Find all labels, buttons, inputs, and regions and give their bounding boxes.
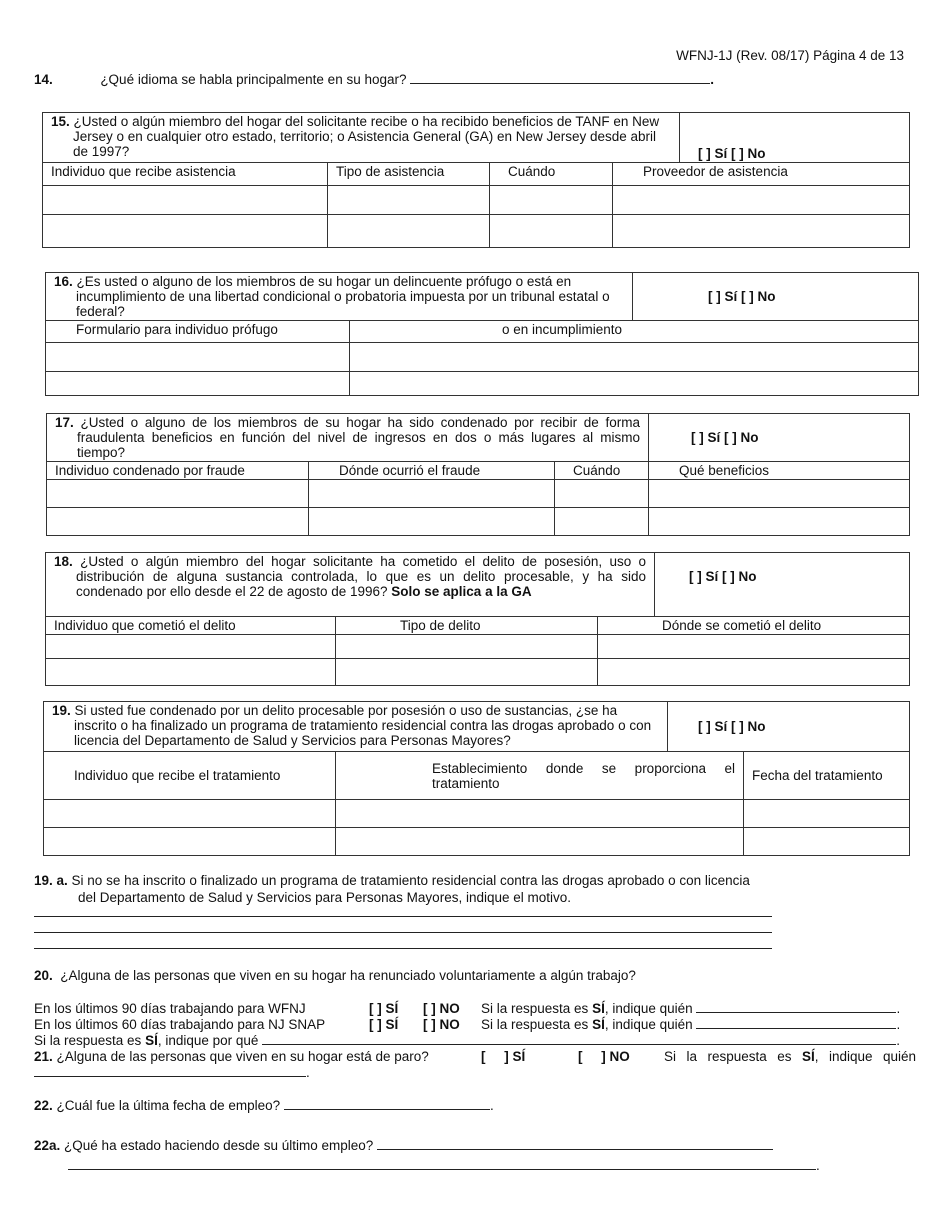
q18-col-individual: Individuo que cometió el delito [46,617,336,635]
q19a-answer-line[interactable] [34,948,772,949]
q21-who-field[interactable] [34,1076,306,1077]
q15-col-individual: Individuo que recibe asistencia [43,163,328,186]
q19-cell[interactable] [336,828,744,856]
q18-cell[interactable] [336,659,598,686]
q18-col-type: Tipo de delito [336,617,598,635]
q17-cell[interactable] [309,508,555,536]
q16-col-noncompliance: o en incumplimiento [350,321,919,343]
q19a-text: Si no se ha inscrito o finalizado un programa de tratamiento residencial contra las drogas aprobado o con licencia del Departamento de Salud y Servicios para Personas Mayores, indique el motivo. [71,873,750,905]
q20-why: Si la respuesta es SÍ, indique por qué . [34,1033,900,1048]
q21-yes[interactable]: [ ] SÍ [481,1049,526,1064]
q17-cell[interactable] [649,508,910,536]
form-reference: WFNJ-1J (Rev. 08/17) Página 4 de 13 [676,48,904,63]
q17-yes-no[interactable]: [ ] Sí [ ] No [649,414,910,462]
q22-date-field[interactable] [284,1109,490,1110]
q19-question: 19. Si usted fue condenado por un delito procesable por posesión o uso de sustancias, ¿se ha inscrito o ha finalizado un programa de tratamiento residencial contra las drogas aprobado o con licencia del Departamento de Salud y Servicios para Personas Mayores? [44,702,668,752]
q17-col-where: Dónde ocurrió el fraude [309,462,555,480]
q18-cell[interactable] [598,635,910,659]
q15-cell[interactable] [490,215,613,248]
q17-cell[interactable] [555,508,649,536]
q20-row-snap-label: En los últimos 60 días trabajando para NJ SNAP [34,1017,326,1032]
question-19a [34,872,758,906]
q15-cell[interactable] [328,186,490,215]
q22a-number: 22a. [34,1138,61,1153]
q20-row-snap-who: Si la respuesta es SÍ, indique quién . [481,1017,901,1032]
q18-note: Solo se aplica a la GA [391,584,532,599]
q22a-answer-line-2[interactable] [68,1169,816,1170]
q16-cell[interactable] [46,343,350,372]
q15-cell[interactable] [328,215,490,248]
q14-number: 14. [34,72,53,87]
q19-cell[interactable] [744,828,910,856]
q16-col-fugitive: Formulario para individuo prófugo [46,321,350,343]
q20-row-snap-yes[interactable]: [ ] SÍ [369,1017,399,1032]
q15-cell[interactable] [43,215,328,248]
q16-yes-no[interactable]: [ ] Sí [ ] No [633,273,919,321]
q15-col-when: Cuándo [490,163,613,186]
q19-col-facility: Establecimiento donde se proporciona el tratamiento [336,752,744,800]
q18-col-where: Dónde se cometió el delito [598,617,910,635]
q16-cell[interactable] [350,343,919,372]
question-20 [34,968,636,983]
q17-cell[interactable] [309,480,555,508]
q17-cell[interactable] [47,508,309,536]
q17-question: 17. ¿Usted o alguno de los miembros de su hogar ha sido condenado por recibir de forma fraudulenta beneficios en función del nivel de ingresos en dos o más lugares al mismo tiempo? [47,414,649,462]
q17-col-when: Cuándo [555,462,649,480]
question-21 [34,1049,429,1064]
q19-col-date: Fecha del tratamiento [744,752,910,800]
q18-cell[interactable] [336,635,598,659]
q18-cell[interactable] [46,635,336,659]
q18-table [45,552,910,686]
q21-who: . [34,1065,310,1080]
q21-text: ¿Alguna de las personas que viven en su hogar está de paro? [56,1049,429,1064]
q20-number: 20. [34,968,53,983]
q17-col-benefits: Qué beneficios [649,462,910,480]
q22-number: 22. [34,1098,53,1113]
q18-question: 18. ¿Usted o algún miembro del hogar solicitante ha cometido el delito de posesión, uso o distribución de alguna sustancia controlada, lo que es un delito procesable, y ha sido condenado por ello desde el 22 de agosto de 1996? Solo se aplica a la GA [46,553,655,617]
q19-table [43,701,910,856]
q19-cell[interactable] [44,828,336,856]
q15-question: 15. ¿Usted o algún miembro del hogar del solicitante recibe o ha recibido beneficios de TANF en New Jersey o en cualquier otro estado, territorio; o Asistencia General (GA) en New Jersey desde abril de 1997? [43,113,680,163]
q22a-answer-field[interactable] [377,1149,773,1150]
q22-text: ¿Cuál fue la última fecha de empleo? [56,1098,281,1113]
q15-cell[interactable] [43,186,328,215]
q20-why-field[interactable] [262,1044,896,1045]
q21-number: 21. [34,1049,53,1064]
q20-row-wfnj-who-field[interactable] [696,1012,896,1013]
q19-cell[interactable] [336,800,744,828]
q15-col-type: Tipo de asistencia [328,163,490,186]
q15-yes-no[interactable]: [ ] Sí [ ] No [680,113,910,163]
q18-yes-no[interactable]: [ ] Sí [ ] No [655,553,910,617]
q16-cell[interactable] [350,372,919,396]
q20-row-wfnj-label: En los últimos 90 días trabajando para WFNJ [34,1001,306,1016]
q20-row-wfnj-who: Si la respuesta es SÍ, indique quién . [481,1001,901,1016]
q15-cell[interactable] [613,215,910,248]
q18-cell[interactable] [46,659,336,686]
q20-text: ¿Alguna de las personas que viven en su hogar ha renunciado voluntariamente a algún trabajo? [60,968,636,983]
q20-row-snap-who-field[interactable] [696,1028,896,1029]
q19a-number: 19. a. [34,873,68,888]
q14-answer-field[interactable] [410,83,710,84]
q16-cell[interactable] [46,372,350,396]
q14-text: ¿Qué idioma se habla principalmente en su hogar? [100,72,407,87]
q17-cell[interactable] [47,480,309,508]
q15-cell[interactable] [613,186,910,215]
q16-table [45,272,919,396]
q15-col-provider: Proveedor de asistencia [613,163,910,186]
q15-cell[interactable] [490,186,613,215]
q17-table [46,413,910,536]
q21-no[interactable]: [ ] NO [578,1049,630,1064]
q21-if-yes: Si la respuesta es SÍ, indique quién [664,1049,916,1064]
question-14: 14. ¿Qué idioma se habla principalmente en su hogar? . [34,72,715,87]
q19a-answer-line[interactable] [34,932,772,933]
q17-col-individual: Individuo condenado por fraude [47,462,309,480]
q20-row-wfnj-no[interactable]: [ ] NO [423,1001,460,1016]
q22a-continuation: . [68,1158,820,1173]
question-22a [34,1138,773,1153]
q22a-text: ¿Qué ha estado haciendo desde su último empleo? [64,1138,374,1153]
q20-row-wfnj-yes[interactable]: [ ] SÍ [369,1001,399,1016]
q19a-answer-line[interactable] [34,916,772,917]
q19-cell[interactable] [44,800,336,828]
q16-question: 16. ¿Es usted o alguno de los miembros de su hogar un delincuente prófugo o está en incumplimiento de una libertad condicional o probatoria impuesta por un tribunal estatal o federal? [46,273,633,321]
q19-cell[interactable] [744,800,910,828]
q19-yes-no[interactable]: [ ] Sí [ ] No [668,702,910,752]
q17-cell[interactable] [649,480,910,508]
q18-cell[interactable] [598,659,910,686]
q19-col-individual: Individuo que recibe el tratamiento [44,752,336,800]
q17-cell[interactable] [555,480,649,508]
q20-row-snap-no[interactable]: [ ] NO [423,1017,460,1032]
question-22: 22. ¿Cuál fue la última fecha de empleo? . [34,1098,494,1113]
q15-table [42,112,910,248]
